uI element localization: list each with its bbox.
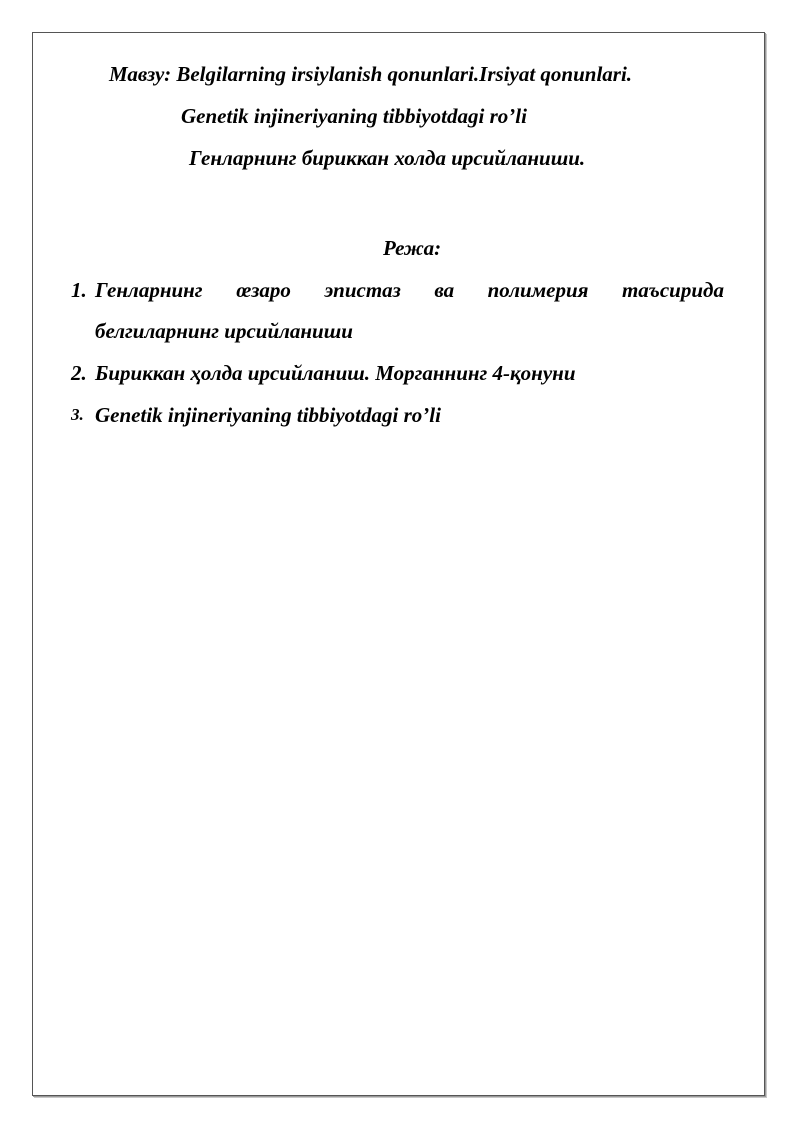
list-item-2: Бириккан ҳолда ирсийланиш. Морганнинг 4-қонуни — [95, 361, 576, 385]
list-item-1-line-1 — [95, 280, 724, 301]
list-item-1-line-2: белгиларнинг ирсийланиши — [95, 319, 353, 343]
list-item-number: 2. — [71, 361, 87, 385]
list-item-3: Genetik injineriyaning tibbiyotdagi ro’li — [95, 403, 441, 427]
list-item-number: 1. — [71, 278, 87, 302]
word: таъсирида — [621, 278, 724, 302]
title-line-2: Genetik injineriyaning tibbiyotdagi ro’li — [181, 104, 527, 128]
list-item-number: 3. — [71, 405, 84, 424]
word: полимерия — [487, 278, 589, 302]
word: Генларнинг — [95, 278, 203, 302]
word: ва — [434, 278, 455, 302]
title-line-3: Генларнинг бириккан холда ирсийланиши. — [189, 146, 586, 170]
word: эпистаз — [324, 278, 401, 302]
plan-heading: Режа: — [383, 236, 442, 260]
document-page — [32, 32, 765, 1096]
word: œзаро — [236, 278, 291, 302]
title-line-1: Мавзу: Belgilarning irsiylanish qonunlari.Irsiyat qonunlari. — [109, 62, 633, 86]
